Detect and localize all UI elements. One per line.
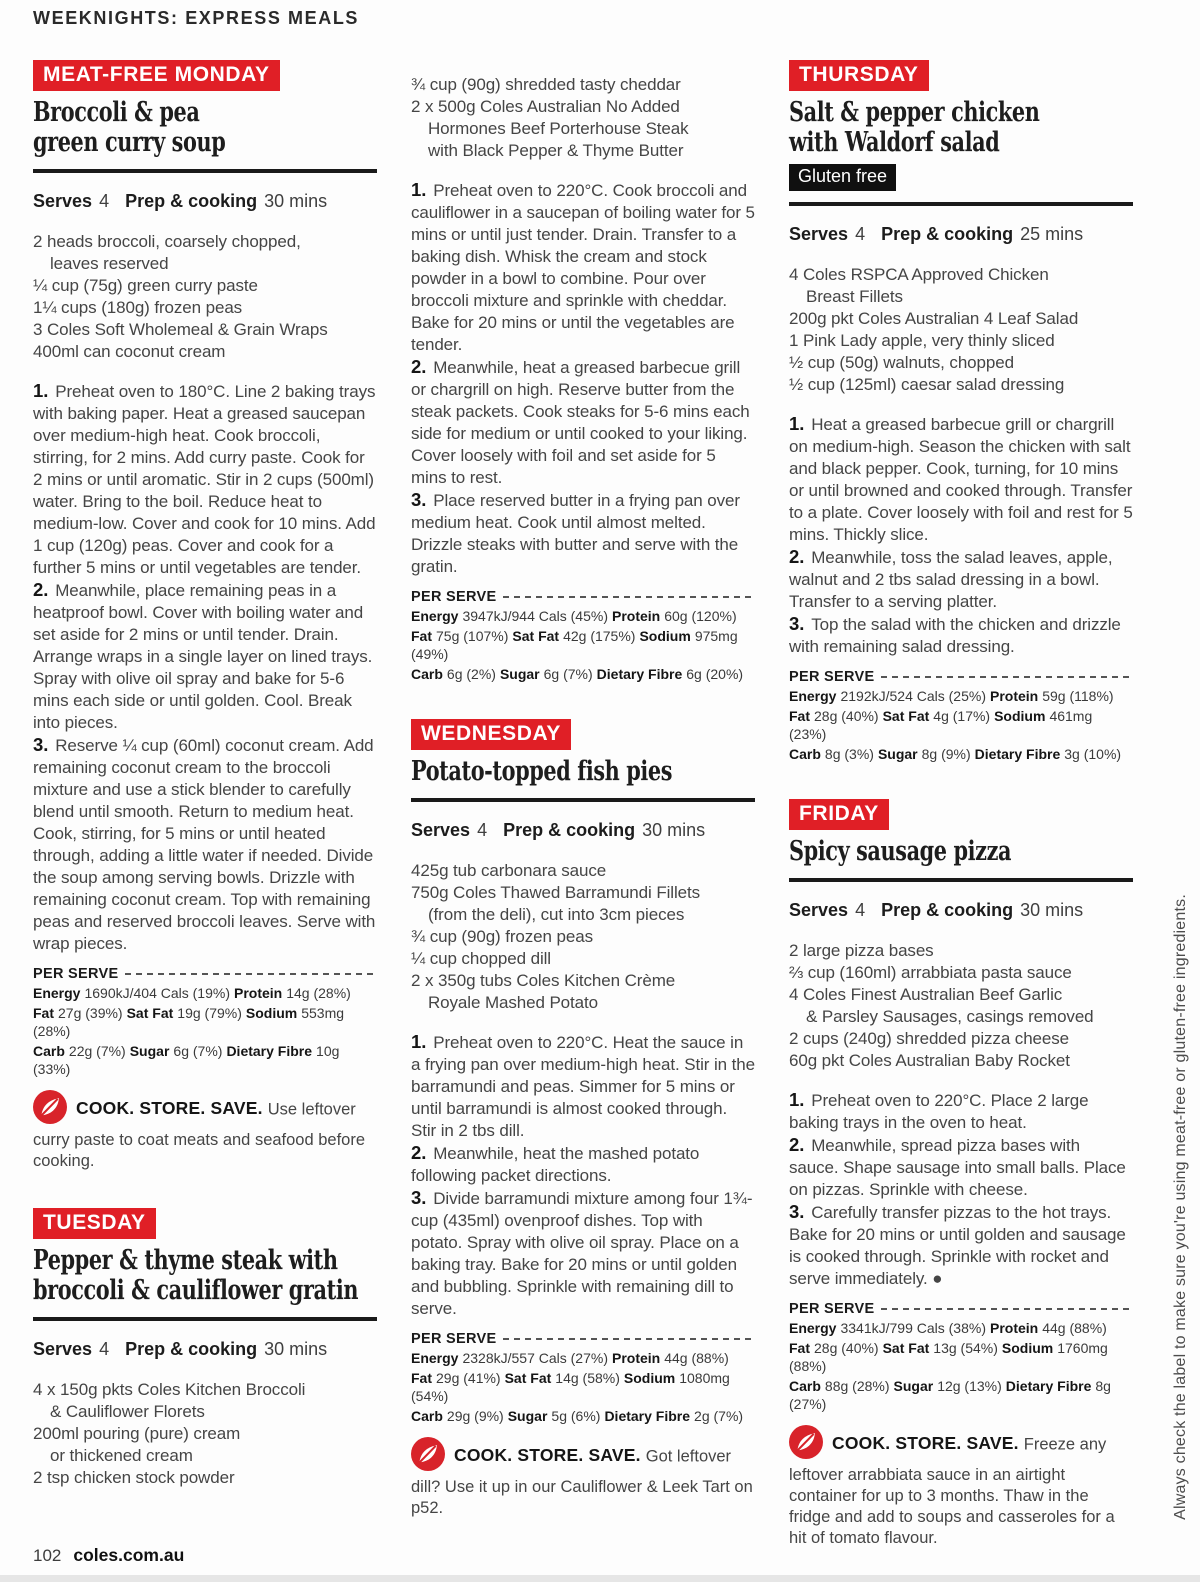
ingredient-line: 4 Coles Finest Australian Beef Garlic <box>789 985 1063 1004</box>
cook-store-save-icon <box>33 1090 67 1130</box>
per-serve-label: PER SERVE <box>789 1301 1133 1317</box>
nutrition-value: 27g (39%) <box>58 1005 123 1021</box>
gluten-free-tag: Gluten free <box>789 164 896 191</box>
website-url: coles.com.au <box>73 1545 185 1565</box>
cook-store-save-icon <box>789 1425 823 1465</box>
nutrition-line <box>411 627 755 663</box>
nutrition-value: 1760mg (88%) <box>789 1340 1108 1374</box>
nutrition-key: Fat <box>789 1340 810 1356</box>
ingredient-line: & Cauliflower Florets <box>50 1402 205 1421</box>
recipe-tuesday-continued <box>411 74 755 683</box>
nutrition-value: 44g (88%) <box>664 1350 729 1366</box>
column-2 <box>411 60 755 1549</box>
nutrition-value: 3341kJ/799 Cals (38%) <box>840 1320 986 1336</box>
nutrition-value: 975mg (49%) <box>411 628 738 662</box>
step-text: Reserve ¼ cup (60ml) coconut cream. Add remaining coconut cream to the broccoli mixture and use a stick blender to carefully blend until smooth. Return to medium heat. Cook, stirring, for 5 mins or until heated through, adding a little water if needed. Divide the soup among serving bowls. Drizzle with remaining coconut cream. Top with remaining peas and reserved broccoli leaves. Serve with wrap pieces. <box>33 736 376 953</box>
recipe-title-line: with Waldorf salad <box>789 127 1000 158</box>
step-text: Preheat oven to 220°C. Place 2 large baking trays in the oven to heat. <box>789 1091 1089 1132</box>
ingredient-line: 2 tsp chicken stock powder <box>33 1468 235 1487</box>
step-text: Meanwhile, toss the salad leaves, apple, walnut and 2 tbs salad dressing in a bowl. Transfer to a serving platter. <box>789 548 1113 611</box>
nutrition-line <box>789 707 1133 743</box>
step-number: 3. <box>789 613 805 634</box>
step-number: 1. <box>411 179 427 200</box>
step-number: 1. <box>33 380 49 401</box>
nutrition-line <box>411 1369 755 1405</box>
method-steps <box>411 1031 755 1320</box>
serves-label: Serves <box>411 820 471 840</box>
step <box>411 1142 755 1187</box>
step-number: 1. <box>411 1031 427 1052</box>
method-steps <box>411 179 755 578</box>
step-number: 1. <box>789 1089 805 1110</box>
nutrition-value: 19g (79%) <box>177 1005 242 1021</box>
step-text: Preheat oven to 220°C. Cook broccoli and cauliflower in a saucepan of boiling water for 5 mins or until just tender. Drain. Transfer to a baking dish. Whisk the cream and stock powder in a bowl to combine. Pour over broccoli mixture and sprinkle with cheddar. Bake for 20 mins or until the vegetables are tender. <box>411 181 755 354</box>
title-rule <box>789 202 1133 206</box>
nutrition-value: 461mg (23%) <box>789 708 1093 742</box>
serves-value: 4 <box>477 820 488 840</box>
serves-line <box>789 224 1133 245</box>
nutrition-key: Sugar <box>893 1378 934 1394</box>
prep-value: 25 mins <box>1020 224 1084 244</box>
nutrition-value: 4g (17%) <box>933 708 991 724</box>
recipe-monday <box>33 60 377 1172</box>
nutrition-key: Sat Fat <box>126 1005 174 1021</box>
recipe-title-line: Potato-topped fish pies <box>411 756 673 787</box>
nutrition-value: 29g (9%) <box>446 1408 504 1424</box>
nutrition-value: 14g (58%) <box>555 1370 620 1386</box>
nutrition-key: Carb <box>411 666 443 682</box>
step-text: Carefully transfer pizzas to the hot trays. Bake for 20 mins or until golden and sausage is cooked through. Sprinkle with rocket and serve immediately. ● <box>789 1203 1126 1288</box>
step <box>789 1201 1133 1290</box>
page-edge <box>0 1575 1200 1582</box>
nutrition-value: 3g (10%) <box>1064 746 1122 762</box>
nutrition-key: Energy <box>411 608 459 624</box>
ingredient-line: 2 large pizza bases <box>789 941 934 960</box>
nutrition-key: Carb <box>411 1408 443 1424</box>
prep-label: Prep & cooking <box>125 1339 258 1359</box>
step-text: Meanwhile, spread pizza bases with sauce. Shape sausage into small balls. Place on pizzas. Sprinkle with cheese. <box>789 1136 1126 1199</box>
nutrition-panel <box>33 966 377 1078</box>
ingredient-line: 2 x 500g Coles Australian No Added <box>411 97 680 116</box>
ingredient-line: 750g Coles Thawed Barramundi Fillets <box>411 883 701 902</box>
step <box>411 489 755 578</box>
serves-line <box>33 1339 377 1360</box>
ingredient-line: 4 Coles RSPCA Approved Chicken <box>789 265 1049 284</box>
ingredient-line: 1¼ cups (180g) frozen peas <box>33 298 243 317</box>
recipe-title-line: Broccoli & pea <box>33 97 200 128</box>
nutrition-value: 88g (28%) <box>824 1378 890 1394</box>
nutrition-value: 10g (33%) <box>33 1043 340 1077</box>
nutrition-key: Dietary Fibre <box>974 746 1061 762</box>
ingredient-line: ¼ cup (75g) green curry paste <box>33 276 258 295</box>
nutrition-value: 44g (88%) <box>1042 1320 1107 1336</box>
nutrition-key: Sat Fat <box>882 1340 930 1356</box>
day-tag-friday: FRIDAY <box>789 799 889 830</box>
nutrition-line <box>789 1377 1133 1413</box>
title-rule <box>33 169 377 173</box>
recipe-title-line: broccoli & cauliflower gratin <box>33 1275 359 1306</box>
step <box>789 1134 1133 1201</box>
nutrition-key: Energy <box>33 985 81 1001</box>
nutrition-key: Dietary Fibre <box>226 1043 313 1059</box>
serves-label: Serves <box>33 191 93 211</box>
ingredient-line: Royale Mashed Potato <box>428 993 598 1012</box>
prep-label: Prep & cooking <box>125 191 258 211</box>
ingredient-line: 1 Pink Lady apple, very thinly sliced <box>789 331 1055 350</box>
recipe-title-line: Pepper & thyme steak with <box>33 1245 338 1276</box>
ingredient-line: or thickened cream <box>50 1446 193 1465</box>
nutrition-value: 6g (20%) <box>686 666 744 682</box>
prep-label: Prep & cooking <box>503 820 636 840</box>
step <box>411 179 755 356</box>
nutrition-value: 6g (7%) <box>543 666 593 682</box>
ingredient-line: 4 x 150g pkts Coles Kitchen Broccoli <box>33 1380 306 1399</box>
nutrition-key: Protein <box>234 985 283 1001</box>
step-text: Preheat oven to 220°C. Heat the sauce in a frying pan over medium-high heat. Stir in the barramundi and peas. Simmer for 5 mins or until barramundi is almost cooked through. Stir in 2 tbs dill. <box>411 1033 755 1140</box>
nutrition-value: 6g (2%) <box>446 666 496 682</box>
nutrition-line <box>33 1042 377 1078</box>
nutrition-value: 28g (40%) <box>814 1340 879 1356</box>
method-steps <box>33 380 377 955</box>
nutrition-value: 42g (175%) <box>563 628 636 644</box>
cook-store-save-note <box>411 1437 755 1519</box>
ingredient-list <box>411 74 755 162</box>
margin-note: Always check the label to make sure you're using meat-free or gluten-free ingredients. <box>1172 894 1189 1520</box>
ingredient-line: leaves reserved <box>50 254 169 273</box>
step <box>33 380 377 579</box>
nutrition-key: Sodium <box>623 1370 676 1386</box>
step <box>411 1031 755 1142</box>
page-footer <box>33 1545 184 1566</box>
step-number: 3. <box>33 734 49 755</box>
columns <box>33 60 1133 1549</box>
nutrition-value: 2328kJ/557 Cals (27%) <box>462 1350 608 1366</box>
step-text: Place reserved butter in a frying pan over medium heat. Cook until almost melted. Drizzle steaks with butter and serve with the gratin. <box>411 491 740 576</box>
nutrition-line <box>411 1349 755 1367</box>
step-text: Divide barramundi mixture among four 1¾-cup (435ml) ovenproof dishes. Top with potato. Spray with olive oil spray. Place on a baking tray. Bake for 20 mins or until golden and bubbling. Sprinkle with remaining dill to serve. <box>411 1189 753 1318</box>
nutrition-key: Sodium <box>245 1005 298 1021</box>
nutrition-key: Energy <box>789 688 837 704</box>
nutrition-key: Dietary Fibre <box>1005 1378 1092 1394</box>
nutrition-key: Fat <box>411 1370 432 1386</box>
nutrition-key: Protein <box>990 688 1039 704</box>
column-1 <box>33 60 377 1549</box>
cook-store-save-text: Got leftover dill? Use it up in our Cauliflower & Leek Tart on p52. <box>411 1447 753 1517</box>
nutrition-panel <box>789 1301 1133 1413</box>
nutrition-key: Fat <box>411 628 432 644</box>
nutrition-value: 28g (40%) <box>814 708 879 724</box>
step-number: 2. <box>411 356 427 377</box>
nutrition-value: 8g (9%) <box>921 746 971 762</box>
nutrition-key: Dietary Fibre <box>596 666 683 682</box>
step <box>789 413 1133 546</box>
nutrition-value: 22g (7%) <box>68 1043 126 1059</box>
step-text: Preheat oven to 180°C. Line 2 baking trays with baking paper. Heat a greased saucepan over medium-high heat. Cook broccoli, stirring, for 2 mins. Add curry paste. Cook for 2 mins or until aromatic. Stir in 2 cups (500ml) water. Bring to the boil. Reduce heat to medium-low. Cover and cook for 10 mins. Add 1 cup (120g) peas. Cover and cook for a further 5 mins or until vegetables are tender. <box>33 382 376 577</box>
nutrition-line <box>789 687 1133 705</box>
nutrition-panel <box>411 589 755 683</box>
per-serve-label: PER SERVE <box>789 669 1133 685</box>
page-number: 102 <box>33 1546 62 1565</box>
cook-store-save-title: COOK. STORE. SAVE. <box>832 1433 1019 1454</box>
recipe-thursday <box>789 60 1133 763</box>
step-number: 2. <box>33 579 49 600</box>
ingredient-line: ⅔ cup (160ml) arrabbiata pasta sauce <box>789 963 1072 982</box>
cook-store-save-text: Freeze any leftover arrabbiata sauce in an airtight container for up to 3 months. Thaw in the fridge and add to soups and casseroles for a hit of tomato flavour. <box>789 1435 1115 1547</box>
nutrition-line <box>789 1319 1133 1337</box>
nutrition-value: 12g (13%) <box>937 1378 1002 1394</box>
page-header: WEEKNIGHTS: EXPRESS MEALS <box>33 8 360 28</box>
step-text: Meanwhile, heat a greased barbecue grill or chargrill on high. Reserve butter from the steak packets. Cook steaks for 5-6 mins each side for medium or until cooked to your liking. Cover loosely with foil and set aside for 5 mins to rest. <box>411 358 750 487</box>
ingredient-line: Breast Fillets <box>806 287 903 306</box>
step-number: 3. <box>789 1201 805 1222</box>
ingredient-line: 200g pkt Coles Australian 4 Leaf Salad <box>789 309 1079 328</box>
nutrition-key: Sugar <box>499 666 540 682</box>
nutrition-value: 75g (107%) <box>436 628 509 644</box>
step-number: 2. <box>411 1142 427 1163</box>
ingredient-list <box>33 1379 377 1489</box>
ingredient-line: & Parsley Sausages, casings removed <box>806 1007 1094 1026</box>
prep-value: 30 mins <box>1020 900 1084 920</box>
nutrition-key: Energy <box>411 1350 459 1366</box>
nutrition-value: 3947kJ/944 Cals (45%) <box>462 608 608 624</box>
serves-label: Serves <box>789 900 849 920</box>
nutrition-key: Sugar <box>129 1043 170 1059</box>
nutrition-key: Carb <box>33 1043 65 1059</box>
nutrition-value: 13g (54%) <box>933 1340 998 1356</box>
nutrition-value: 6g (7%) <box>173 1043 223 1059</box>
ingredient-line: with Black Pepper & Thyme Butter <box>428 141 684 160</box>
nutrition-value: 1690kJ/404 Cals (19%) <box>84 985 230 1001</box>
ingredient-line: 60g pkt Coles Australian Baby Rocket <box>789 1051 1070 1070</box>
step-number: 3. <box>411 489 427 510</box>
nutrition-key: Sat Fat <box>504 1370 552 1386</box>
nutrition-line <box>789 745 1133 763</box>
ingredient-line: 3 Coles Soft Wholemeal & Grain Wraps <box>33 320 328 339</box>
nutrition-value: 5g (6%) <box>551 1408 601 1424</box>
recipe-friday <box>789 799 1133 1549</box>
ingredient-list <box>789 940 1133 1072</box>
ingredient-line: ¼ cup chopped dill <box>411 949 551 968</box>
ingredient-list <box>789 264 1133 396</box>
serves-label: Serves <box>33 1339 93 1359</box>
nutrition-key: Sodium <box>994 708 1046 724</box>
step-number: 1. <box>789 413 805 434</box>
step-text: Heat a greased barbecue grill or chargrill on medium-high. Season the chicken with salt and black pepper. Cook, turning, for 10 mins or until browned and cooked through. Transfer to a plate. Cover loosely with foil and rest for 5 mins. Thickly slice. <box>789 415 1133 544</box>
step <box>789 613 1133 658</box>
serves-value: 4 <box>99 191 110 211</box>
nutrition-line <box>411 665 755 683</box>
cook-store-save-text: Use leftover curry paste to coat meats and seafood before cooking. <box>33 1100 366 1170</box>
recipe-title-line: green curry soup <box>33 127 226 158</box>
nutrition-value: 2g (7%) <box>694 1408 744 1424</box>
recipe-title <box>33 1246 377 1306</box>
nutrition-line <box>789 1339 1133 1375</box>
recipe-title <box>33 98 377 158</box>
ingredient-line: ¾ cup (90g) shredded tasty cheddar <box>411 75 681 94</box>
step-text: Top the salad with the chicken and drizzle with remaining salad dressing. <box>789 615 1121 656</box>
cook-store-save-note <box>789 1425 1133 1549</box>
ingredient-list <box>33 231 377 363</box>
step-number: 2. <box>789 1134 805 1155</box>
ingredient-line: ½ cup (125ml) caesar salad dressing <box>789 375 1065 394</box>
per-serve-label: PER SERVE <box>411 1331 755 1347</box>
serves-line <box>411 820 755 841</box>
step <box>33 579 377 734</box>
serves-value: 4 <box>99 1339 110 1359</box>
nutrition-key: Sodium <box>1001 1340 1054 1356</box>
nutrition-key: Sat Fat <box>882 708 930 724</box>
recipe-tuesday <box>33 1208 377 1489</box>
step <box>411 1187 755 1320</box>
step-number: 2. <box>789 546 805 567</box>
nutrition-line <box>411 607 755 625</box>
nutrition-value: 1080mg (54%) <box>411 1370 730 1404</box>
nutrition-key: Energy <box>789 1320 837 1336</box>
serves-value: 4 <box>855 224 866 244</box>
nutrition-value: 8g (27%) <box>789 1378 1111 1412</box>
serves-line <box>33 191 377 212</box>
nutrition-value: 29g (41%) <box>436 1370 501 1386</box>
nutrition-value: 8g (3%) <box>824 746 874 762</box>
nutrition-key: Sugar <box>877 746 918 762</box>
cook-store-save-title: COOK. STORE. SAVE. <box>454 1445 641 1466</box>
nutrition-value: 60g (120%) <box>664 608 737 624</box>
nutrition-line <box>33 984 377 1002</box>
day-tag-tuesday: TUESDAY <box>33 1208 156 1239</box>
nutrition-line <box>411 1407 755 1425</box>
title-rule <box>411 798 755 802</box>
nutrition-key: Fat <box>33 1005 54 1021</box>
step <box>789 546 1133 613</box>
nutrition-panel <box>789 669 1133 763</box>
nutrition-key: Carb <box>789 1378 821 1394</box>
nutrition-key: Fat <box>789 708 810 724</box>
step <box>33 734 377 955</box>
recipe-title-line: Spicy sausage pizza <box>789 836 1012 867</box>
step-text: Meanwhile, heat the mashed potato following packet directions. <box>411 1144 700 1185</box>
ingredient-line: 400ml can coconut cream <box>33 342 226 361</box>
cook-store-save-icon <box>411 1437 445 1477</box>
title-rule <box>33 1317 377 1321</box>
recipe-title <box>789 98 1133 158</box>
nutrition-key: Protein <box>612 608 661 624</box>
nutrition-key: Carb <box>789 746 821 762</box>
step <box>789 1089 1133 1134</box>
nutrition-key: Sodium <box>639 628 691 644</box>
day-tag-wednesday: WEDNESDAY <box>411 719 571 750</box>
ingredient-list <box>411 860 755 1014</box>
cook-store-save-note <box>33 1090 377 1172</box>
prep-label: Prep & cooking <box>881 900 1014 920</box>
serves-line <box>789 900 1133 921</box>
nutrition-key: Sat Fat <box>512 628 560 644</box>
ingredient-line: ½ cup (50g) walnuts, chopped <box>789 353 1014 372</box>
ingredient-line: Hormones Beef Porterhouse Steak <box>428 119 689 138</box>
cook-store-save-title: COOK. STORE. SAVE. <box>76 1098 263 1119</box>
nutrition-key: Dietary Fibre <box>604 1408 691 1424</box>
ingredient-line: 2 heads broccoli, coarsely chopped, <box>33 232 301 251</box>
nutrition-key: Protein <box>612 1350 661 1366</box>
ingredient-line: 200ml pouring (pure) cream <box>33 1424 241 1443</box>
nutrition-value: 2192kJ/524 Cals (25%) <box>840 688 986 704</box>
recipe-title-line: Salt & pepper chicken <box>789 97 1040 128</box>
prep-label: Prep & cooking <box>881 224 1014 244</box>
serves-label: Serves <box>789 224 849 244</box>
recipe-wednesday <box>411 719 755 1519</box>
prep-value: 30 mins <box>264 191 328 211</box>
prep-value: 30 mins <box>642 820 706 840</box>
nutrition-panel <box>411 1331 755 1425</box>
prep-value: 30 mins <box>264 1339 328 1359</box>
title-rule <box>789 878 1133 882</box>
nutrition-line <box>33 1004 377 1040</box>
ingredient-line: (from the deli), cut into 3cm pieces <box>428 905 685 924</box>
recipe-title <box>411 757 755 787</box>
nutrition-value: 59g (118%) <box>1042 688 1114 704</box>
recipe-title <box>789 837 1133 867</box>
step <box>411 356 755 489</box>
method-steps <box>789 1089 1133 1290</box>
per-serve-label: PER SERVE <box>411 589 755 605</box>
step-text: Meanwhile, place remaining peas in a heatproof bowl. Cover with boiling water and set aside for 2 mins or until tender. Drain. Arrange wraps in a single layer on lined trays. Spray with olive oil spray and bake for 5-6 mins each side or until golden. Cool. Break into pieces. <box>33 581 373 732</box>
ingredient-line: 2 x 350g tubs Coles Kitchen Crème <box>411 971 676 990</box>
ingredient-line: ¾ cup (90g) frozen peas <box>411 927 593 946</box>
nutrition-value: 553mg (28%) <box>33 1005 345 1039</box>
nutrition-value: 14g (28%) <box>286 985 351 1001</box>
method-steps <box>789 413 1133 658</box>
column-3 <box>789 60 1133 1549</box>
ingredient-line: 425g tub carbonara sauce <box>411 861 607 880</box>
nutrition-key: Sugar <box>507 1408 548 1424</box>
per-serve-label: PER SERVE <box>33 966 377 982</box>
serves-value: 4 <box>855 900 866 920</box>
day-tag-monday: MEAT-FREE MONDAY <box>33 60 280 91</box>
nutrition-key: Protein <box>990 1320 1039 1336</box>
day-tag-thursday: THURSDAY <box>789 60 929 91</box>
ingredient-line: 2 cups (240g) shredded pizza cheese <box>789 1029 1070 1048</box>
step-number: 3. <box>411 1187 427 1208</box>
